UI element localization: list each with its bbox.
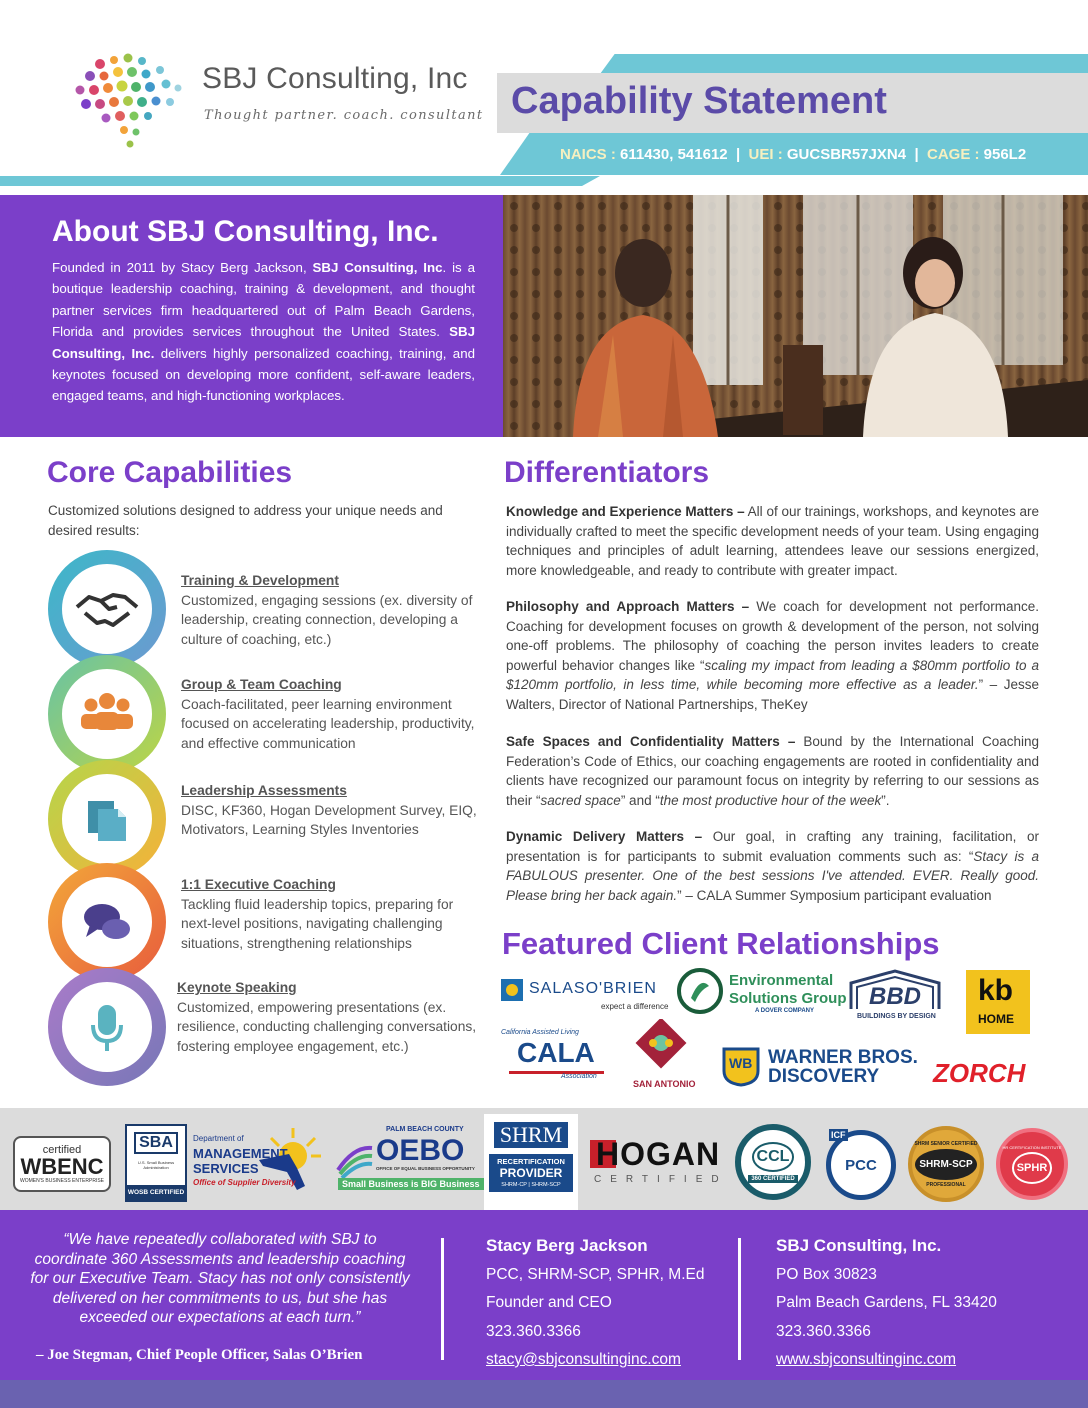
capability-text: Customized, engaging sessions (ex. diversity of leadership, creating connection, developing a culture of coaching, etc.)	[181, 592, 473, 647]
icf-name: ICF	[831, 1130, 846, 1140]
capability-training-development	[181, 571, 481, 649]
company-contact-name: SBJ Consulting, Inc.	[776, 1236, 942, 1255]
company-website-link[interactable]: www.sbjconsultinginc.com	[776, 1351, 957, 1368]
business-codes	[560, 146, 1026, 163]
shrm-credentials: SHRM-CP | SHRM-SCP	[501, 1182, 561, 1188]
oebo-name: OEBO	[376, 1134, 465, 1167]
sba-agency: U.S. Small Business Administration	[137, 1160, 175, 1170]
footer-divider	[441, 1238, 444, 1360]
san-antonio-name: SAN ANTONIO	[633, 1079, 696, 1089]
core-capabilities-intro: Customized solutions designed to address your unique needs and desired results:	[48, 503, 443, 538]
sba-wosb-badge	[125, 1124, 187, 1202]
uei-value: GUCSBR57JXN4	[786, 146, 907, 163]
sun-icon	[501, 979, 523, 1001]
wbenc-sub: WOMEN'S BUSINESS ENTERPRISE	[19, 1178, 105, 1184]
zorch-logo: ZORCH	[933, 1058, 1026, 1088]
differentiator-title: Safe Spaces and Confidentiality Matters –	[506, 734, 796, 749]
scp-name: SHRM-SCP	[915, 1149, 976, 1180]
oebo-county: PALM BEACH COUNTY	[386, 1126, 464, 1133]
company-city: Palm Beach Gardens, FL 33420	[776, 1294, 997, 1311]
scp-top: SHRM SENIOR CERTIFIED	[914, 1140, 978, 1147]
capability-text: Tackling fluid leadership topics, preparing for next-level positions, navigating challenging situations, strengthening relationships	[181, 896, 454, 951]
shrm-name: SHRM	[494, 1122, 568, 1148]
capability-text: Customized, empowering presentations (ex. resilience, conducting challenging conversations, fostering employee engagement, etc.)	[177, 999, 477, 1054]
bbd-name: BBD	[869, 983, 921, 1010]
featured-clients-heading: Featured Client Relationships	[502, 926, 940, 961]
company-po-box: PO Box 30823	[776, 1265, 877, 1283]
shrm-provider-box	[489, 1154, 573, 1192]
contact-credentials: PCC, SHRM-SCP, SPHR, M.Ed	[486, 1265, 705, 1283]
esg-name-line1: Environmental	[729, 972, 834, 989]
client-logos	[495, 965, 1060, 1095]
oebo-office: OFFICE OF EQUAL BUSINESS OPPORTUNITY	[376, 1166, 475, 1171]
dms-line2: MANAGEMENT	[193, 1146, 288, 1161]
oebo-swoosh-icon	[336, 1140, 374, 1178]
naics-value: 611430, 541612	[620, 146, 728, 163]
sphr-badge	[996, 1128, 1068, 1200]
differentiator-quote: sacred space	[540, 792, 621, 808]
about-text-part: . is a boutique leadership coaching, training & development, and thought partner services firm headquartered out of Palm Beach Gardens, Florida and provides services throughout the United States.	[52, 260, 475, 340]
testimonial-quote: “We have repeatedly collaborated with SBJ to coordinate 360 Assessments and leadership coaching for our Executive Team. Stacy has not only consistently delivered on her commitments to us, but she has exceeded our expectations at each turn.”	[30, 1231, 410, 1326]
company-tagline: Thought partner. coach. consultant	[204, 108, 484, 123]
wb-initials: WB	[729, 1055, 753, 1071]
differentiator-title: Knowledge and Experience Matters –	[506, 504, 745, 519]
dms-line3: SERVICES	[193, 1161, 259, 1176]
kb-home-logo	[966, 970, 1030, 1034]
meeting-photo-illustration	[503, 195, 1088, 437]
san-antonio-emblem-icon	[631, 1019, 691, 1077]
differentiator-confidentiality	[506, 732, 1039, 810]
about-brand: SBJ Consulting, Inc	[312, 260, 443, 275]
differentiator-attribution: ” – Jesse Walters, Director of National Partnerships, TheKey	[506, 677, 1039, 712]
capability-text: Coach-facilitated, peer learning environment focused on accelerating leadership, productivity, and effective communication	[181, 696, 475, 751]
cala-logo	[497, 1029, 609, 1085]
contact-title: Founder and CEO	[486, 1294, 612, 1311]
footer	[0, 1210, 1088, 1380]
wbd-name-line2: DISCOVERY	[768, 1066, 880, 1087]
sba-name: SBA	[134, 1132, 178, 1154]
differentiator-text: Our goal, in crafting any training, facilitation, or presentation is for participants to submit evaluation comments such as: “	[506, 829, 1039, 864]
sphr-institute: HR CERTIFICATION INSTITUTE	[1002, 1144, 1062, 1150]
contact-name: Stacy Berg Jackson	[486, 1236, 648, 1255]
footer-bottom-bar	[0, 1380, 1088, 1408]
about-heading: About SBJ Consulting, Inc.	[52, 215, 439, 248]
hogan-name: HOGAN	[596, 1136, 721, 1172]
salas-obrien-logo	[501, 977, 669, 1011]
capability-leadership-assessments	[181, 781, 481, 840]
wbenc-badge	[13, 1136, 111, 1192]
differentiator-text: All of our trainings, workshops, and keynotes are individually crafted to meet the specific development needs of your team. Using engaging techniques and principles of adult learning, attendees leave our sessions energized, more knowledgeable, and ready to contribute with greater impact.	[506, 504, 1039, 578]
cala-subline: Association	[561, 1073, 597, 1080]
differentiator-text: ” and “	[620, 792, 660, 808]
certifications-band	[0, 1108, 1088, 1210]
differentiator-delivery	[506, 827, 1039, 905]
pcc-name: PCC	[845, 1156, 877, 1174]
hogan-certified: CERTIFIED	[594, 1174, 728, 1185]
meeting-photo	[503, 195, 1088, 437]
salas-obrien-name: SALASO'BRIEN	[529, 980, 657, 997]
oebo-slogan: Small Business is BIG Business	[338, 1178, 484, 1190]
sphr-name: SPHR	[1012, 1152, 1053, 1184]
capability-group-team-coaching	[181, 675, 481, 753]
differentiator-quote: the most productive hour of the week	[659, 792, 882, 808]
kb-home-kb: kb	[978, 974, 1014, 1007]
esg-emblem-icon	[677, 968, 723, 1014]
teal-accent-top	[600, 54, 1088, 74]
differentiator-quote: scaling my impact from leading a $80mm portfolio to a $120mm portfolio, in less time, while becoming more effective as a leader.	[506, 657, 1039, 692]
differentiator-knowledge	[506, 502, 1039, 580]
differentiator-quote: Stacy is a FABULOUS presenter. One of the best sessions I've attended. EVER. Really good. Please bring her back again.	[506, 848, 1039, 903]
company-logo-name: SBJ Consulting, Inc	[202, 62, 468, 95]
hogan-certified-logo	[590, 1136, 728, 1190]
differentiator-text: ”.	[881, 792, 890, 808]
differentiator-text: We coach for development not performance. Coaching for development focuses on growth & development of the person, not solving one-off problems. The philosophy of coaching the person invites leaders to create powerful behavior changes like “	[506, 599, 1039, 673]
cage-value: 956L2	[983, 146, 1027, 163]
kb-home-home: HOME	[978, 1012, 1014, 1026]
capability-keynote-speaking	[177, 978, 477, 1056]
ccl-name: CCL	[752, 1142, 795, 1172]
differentiator-title: Dynamic Delivery Matters –	[506, 829, 703, 844]
oebo-logo	[336, 1126, 480, 1194]
capability-title: Leadership Assessments	[181, 783, 347, 798]
esg-subline: A DOVER COMPANY	[755, 1008, 815, 1014]
warner-bros-discovery-logo	[720, 1045, 920, 1089]
icf-pcc-badge	[826, 1130, 896, 1200]
sba-wosb: WOSB CERTIFIED	[127, 1185, 185, 1200]
uei-label: UEI :	[748, 146, 783, 163]
about-text-part: delivers highly personalized coaching, training, and keynotes focused on developing more confident, self-aware leaders, engaged teams, and high-functioning workplaces.	[52, 345, 475, 404]
wbd-name-line1: WARNER BROS.	[768, 1047, 918, 1068]
differentiator-text: Bound by the International Coaching Federation’s Code of Ethics, our coaching engagements are rooted in confidentiality and clients have recognized our paramount focus on integrity by referring to our sessions as their “	[506, 734, 1039, 808]
about-text-part: Founded in 2011 by Stacy Berg Jackson,	[52, 260, 313, 275]
capability-title: Keynote Speaking	[177, 980, 297, 995]
wbenc-top: certified	[42, 1144, 82, 1156]
cala-name: CALA	[517, 1037, 595, 1068]
capability-title: 1:1 Executive Coaching	[181, 877, 336, 892]
about-brand: SBJ Consulting, Inc.	[52, 324, 475, 361]
teal-accent-line	[0, 176, 600, 186]
capability-title: Group & Team Coaching	[181, 677, 342, 692]
code-separator: |	[735, 146, 741, 163]
testimonial-author: – Joe Stegman, Chief People Officer, Salas O’Brien	[36, 1347, 363, 1363]
page-title: Capability Statement	[511, 80, 887, 122]
san-antonio-logo	[629, 1019, 696, 1093]
wbenc-name: WBENC	[20, 1154, 104, 1179]
about-text	[52, 257, 475, 407]
differentiator-title: Philosophy and Approach Matters –	[506, 599, 750, 614]
shrm-provider: PROVIDER	[499, 1166, 563, 1180]
capability-rings	[46, 549, 168, 1089]
dms-line4: Office of Supplier Diversity	[193, 1178, 296, 1187]
contact-phone[interactable]: 323.360.3366	[486, 1322, 581, 1340]
esg-name-line2: Solutions Group	[729, 990, 847, 1007]
footer-divider	[738, 1238, 741, 1360]
about-section	[0, 195, 503, 437]
code-separator: |	[914, 146, 919, 163]
scp-sub: PROFESSIONAL	[926, 1181, 966, 1188]
differentiator-philosophy	[506, 597, 1039, 714]
core-capabilities-heading: Core Capabilities	[47, 456, 293, 489]
contact-person	[486, 1232, 704, 1375]
shrm-recert: RECERTIFICATION	[497, 1157, 565, 1166]
dms-logo	[193, 1122, 328, 1202]
contact-email-link[interactable]: stacy@sbjconsultinginc.com	[486, 1351, 681, 1368]
differentiators-heading: Differentiators	[504, 456, 710, 489]
company-contact	[776, 1232, 997, 1375]
capability-executive-coaching	[181, 875, 481, 953]
cage-label: CAGE :	[926, 146, 980, 163]
company-phone[interactable]: 323.360.3366	[776, 1322, 871, 1340]
salas-obrien-slogan: expect a difference	[601, 1002, 669, 1011]
capability-title: Training & Development	[181, 573, 339, 588]
capability-text: DISC, KF360, Hogan Development Survey, EIQ, Motivators, Learning Styles Inventories	[181, 802, 477, 837]
logo-tree-icon	[70, 52, 185, 152]
esg-logo	[677, 968, 847, 1018]
bbd-subline: BUILDINGS BY DESIGN	[857, 1013, 936, 1020]
bbd-logo	[847, 969, 947, 1027]
shrm-provider-badge	[484, 1114, 578, 1210]
header	[0, 0, 1088, 190]
differentiator-attribution: ” – CALA Summer Symposium participant evaluation	[677, 887, 992, 903]
dms-line1: Department of	[193, 1134, 244, 1143]
ccl-sub: 360 CERTIFIED	[748, 1175, 797, 1183]
ccl-badge	[735, 1124, 811, 1200]
shrm-scp-badge	[908, 1126, 984, 1202]
naics-label: NAICS :	[560, 146, 616, 163]
cala-top-text: California Assisted Living	[501, 1029, 579, 1036]
